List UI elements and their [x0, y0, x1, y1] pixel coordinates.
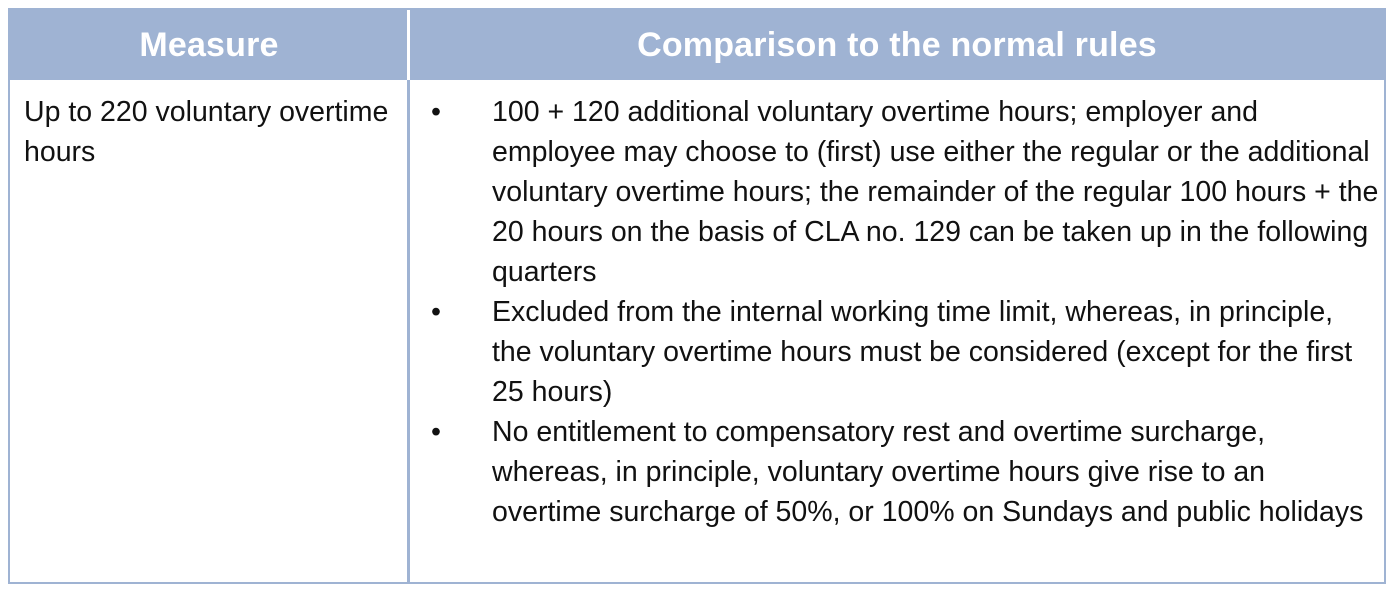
list-item — [410, 92, 1380, 292]
list-item-text: Excluded from the internal working time limit, whereas, in principle, the voluntary overtime hours must be considered (except for the first 25 hours) — [492, 296, 1353, 408]
list-item — [410, 292, 1380, 412]
bullet-icon: • — [431, 416, 441, 448]
bullet-icon: • — [431, 296, 441, 328]
bullet-icon: • — [431, 96, 441, 128]
list-item-text: No entitlement to compensatory rest and overtime surcharge, whereas, in principle, voluntary overtime hours give rise to an overtime surcharge of 50%, or 100% on Sundays and public holidays — [492, 416, 1364, 528]
table-header — [10, 10, 1384, 80]
list-item — [410, 412, 1380, 532]
column-header-comparison: Comparison to the normal rules — [637, 25, 1157, 64]
column-header-measure: Measure — [139, 25, 279, 64]
measure-cell: Up to 220 voluntary overtime hours — [24, 96, 389, 168]
list-item-text: 100 + 120 additional voluntary overtime hours; employer and employee may choose to (first) use either the regular or the additional voluntary overtime hours; the remainder of the regular 100 hours + the 20 hours on the basis of CLA no. 129 can be taken up in the following quarters — [492, 96, 1379, 288]
comparison-list — [410, 92, 1380, 532]
comparison-table — [8, 8, 1386, 584]
comparison-cell — [410, 92, 1380, 532]
